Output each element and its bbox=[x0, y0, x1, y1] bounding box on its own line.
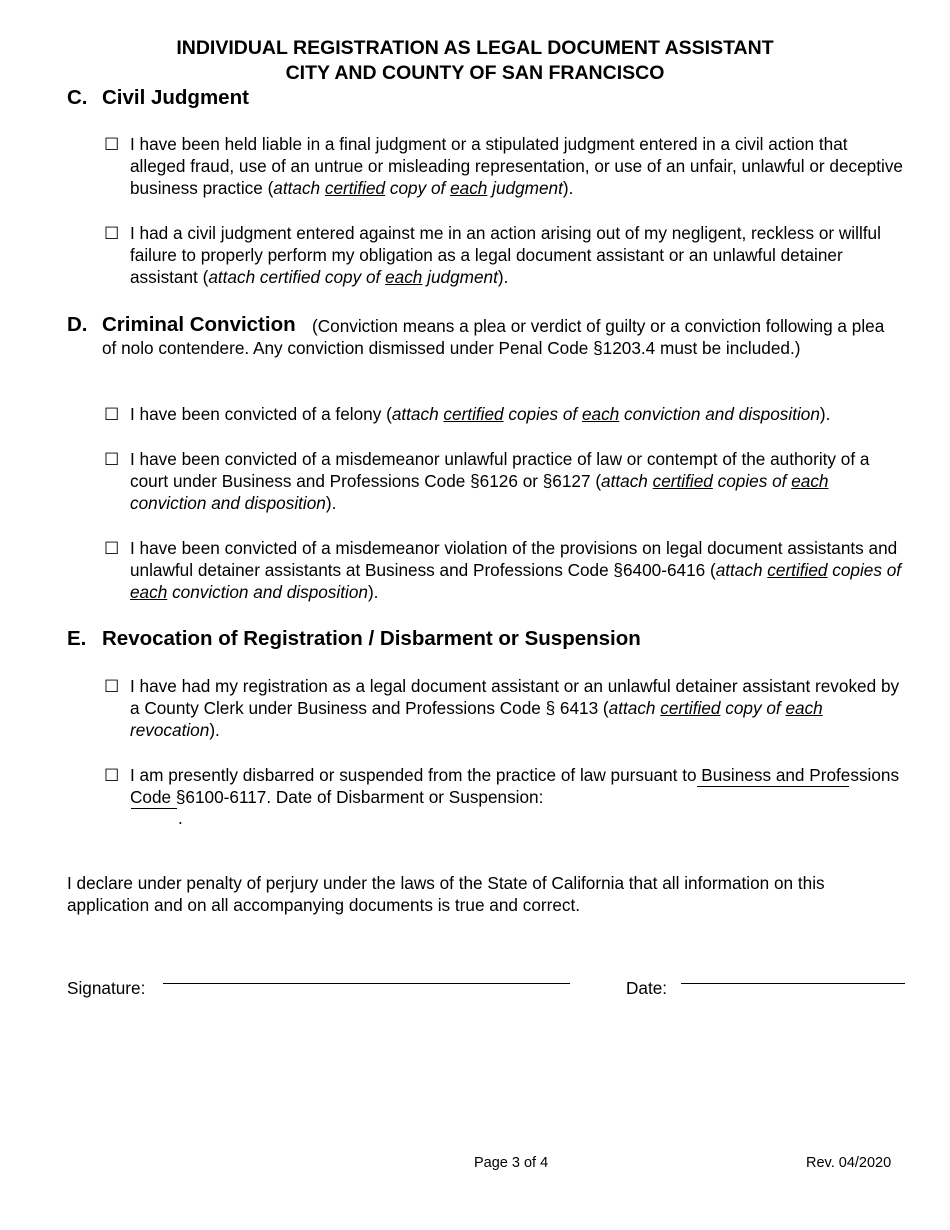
disbarment-date-line-1[interactable] bbox=[697, 786, 849, 787]
section-e-title: Revocation of Registration / Disbarment or Suspension bbox=[102, 627, 641, 650]
disbarment-date-period: . bbox=[178, 808, 183, 828]
revision-date: Rev. 04/2020 bbox=[806, 1155, 892, 1171]
civil-judgment-checkbox-2[interactable]: ☐ bbox=[104, 223, 120, 243]
form-title-line2: CITY AND COUNTY OF SAN FRANCISCO bbox=[285, 62, 665, 84]
section-c-heading bbox=[67, 86, 249, 110]
criminal-item-2: ☐ I have been convicted of a misdemeanor unlawful practice of law or contempt of the authority of a court under Business and Professions Code §6126 or §6127 (attach certified copies of each conviction and disposition). bbox=[104, 449, 870, 513]
section-e-letter: E. bbox=[67, 627, 87, 650]
signature-label: Signature: bbox=[67, 978, 146, 998]
revocation-item-1: ☐ I have had my registration as a legal document assistant or an unlawful detainer assistant revoked by a County Clerk under Business and Professions Code § 6413 (attach certified copy of each revocation). bbox=[104, 676, 900, 740]
section-d-letter: D. bbox=[67, 313, 88, 336]
signature-line[interactable] bbox=[163, 983, 570, 984]
criminal-checkbox-1[interactable]: ☐ bbox=[104, 404, 120, 424]
section-d-title: Criminal Conviction bbox=[102, 313, 296, 336]
revocation-checkbox-2[interactable]: ☐ bbox=[104, 765, 120, 785]
form-title-line1: INDIVIDUAL REGISTRATION AS LEGAL DOCUMENT ASSISTANT bbox=[176, 37, 774, 59]
section-c-letter: C. bbox=[67, 86, 88, 109]
date-line[interactable] bbox=[681, 983, 905, 984]
date-label: Date: bbox=[626, 978, 668, 998]
civil-judgment-checkbox-1[interactable]: ☐ bbox=[104, 134, 120, 154]
page-number: Page 3 of 4 bbox=[474, 1155, 549, 1171]
disbarment-date-line-2[interactable] bbox=[131, 808, 177, 809]
criminal-item-1: ☐ I have been convicted of a felony (attach certified copies of each conviction and disposition). bbox=[104, 404, 831, 424]
civil-judgment-item-1: ☐ I have been held liable in a final judgment or a stipulated judgment entered in a civil action that alleged fraud, use of an untrue or misleading representation, or use of an unfair, unlawful or deceptive business practice (attach certified copy of each judgment). bbox=[104, 134, 903, 198]
criminal-checkbox-2[interactable]: ☐ bbox=[104, 449, 120, 469]
criminal-checkbox-3[interactable]: ☐ bbox=[104, 538, 120, 558]
revocation-checkbox-1[interactable]: ☐ bbox=[104, 676, 120, 696]
declaration-text: I declare under penalty of perjury under the laws of the State of California that all information on this application and on all accompanying documents is true and correct. bbox=[67, 873, 825, 915]
section-c-title: Civil Judgment bbox=[102, 86, 249, 109]
revocation-item-2: ☐ I am presently disbarred or suspended from the practice of law pursuant to Business and Professions Code §6100-6117. Date of Disbarment or Suspension: bbox=[104, 765, 900, 807]
section-d-intro: (Conviction means a plea or verdict of guilty or a conviction following a plea of nolo contendere. Any conviction dismissed under Penal Code §1203.4 must be included.) bbox=[102, 316, 885, 358]
criminal-item-3: ☐ I have been convicted of a misdemeanor violation of the provisions on legal document assistants and unlawful detainer assistants at Business and Professions Code §6400-6416 (attach certified copies of each conviction and disposition). bbox=[104, 538, 902, 602]
civil-judgment-item-2: ☐ I had a civil judgment entered against me in an action arising out of my negligent, reckless or willful failure to properly perform my obligation as a legal document assistant or an unlawful detainer assistant (attach certified copy of each judgment). bbox=[104, 223, 881, 287]
section-e-heading bbox=[67, 627, 641, 651]
